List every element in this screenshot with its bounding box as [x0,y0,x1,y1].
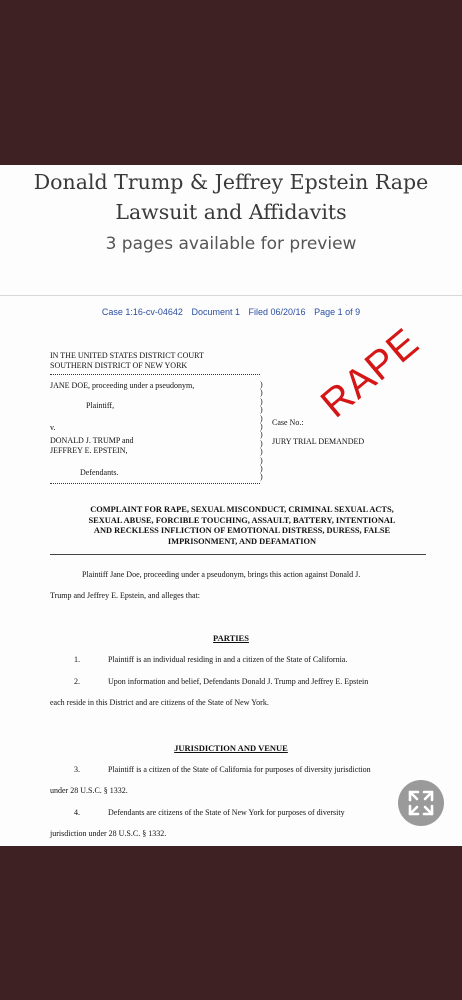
divider [0,295,462,296]
paragraph-1-number: 1. [74,655,80,664]
defendant-role: Defendants. [80,468,119,477]
document-title-line2: Lawsuit and Affidavits [115,200,347,224]
complaint-title [52,505,432,547]
paragraph-2-line1: Upon information and belief, Defendants Donald J. Trump and Jeffrey E. Epstein [108,677,369,686]
parties-heading: PARTIES [213,633,249,643]
complaint-title-line4: IMPRISONMENT, AND DEFAMATION [167,536,317,546]
court-name-line2: SOUTHERN DISTRICT OF NEW YORK [50,361,188,370]
complaint-title-line3: AND RECKLESS INFLICTION OF EMOTIONAL DISTRESS, DURESS, FALSE [93,526,391,535]
filed-date: Filed 06/20/16 [248,307,306,317]
top-background [0,0,462,165]
intro-line1: Plaintiff Jane Doe, proceeding under a pseudonym, brings this action against Donald J. [82,570,361,579]
paragraph-2-number: 2. [74,677,80,686]
caption-brackets: ) ) ) ) ) ) ) ) ) ) ) ) [260,380,263,482]
plaintiff-role: Plaintiff, [86,401,115,410]
rape-stamp: RAPE [312,319,428,427]
bottom-background [0,846,462,1000]
court-name-line1: IN THE UNITED STATES DISTRICT COURT [50,351,204,360]
paragraph-3-number: 3. [74,765,80,774]
paragraph-3-line2: under 28 U.S.C. § 1332. [50,786,128,795]
intro-line2: Trump and Jeffrey E. Epstein, and alleges that: [50,591,200,600]
preview-availability: 3 pages available for preview [105,234,357,254]
complaint-title-line1: COMPLAINT FOR RAPE, SEXUAL MISCONDUCT, CRIMINAL SEXUAL ACTS, [90,505,394,514]
case-no-label: Case No.: [272,418,304,427]
paragraph-1-text: Plaintiff is an individual residing in and a citizen of the State of California. [108,655,348,664]
expand-button[interactable] [398,780,444,826]
defendant-line2: JEFFREY E. EPSTEIN, [50,446,128,455]
document-title-line1: Donald Trump & Jeffrey Epstein Rape [33,170,429,194]
paragraph-4-line2: jurisdiction under 28 U.S.C. § 1332. [50,829,167,838]
caption-divider-bottom [50,483,260,484]
paragraph-3-line1: Plaintiff is a citizen of the State of California for purposes of diversity jurisdiction [108,765,371,774]
paragraph-2-line2: each reside in this District and are citizens of the State of New York. [50,698,269,707]
case-header [0,307,462,317]
defendant-line1: DONALD J. TRUMP and [50,436,134,445]
case-number: Case 1:16-cv-04642 [101,307,183,317]
jurisdiction-heading: JURISDICTION AND VENUE [174,743,288,753]
title-rule [50,554,426,555]
caption-divider-top [50,374,260,375]
document-preview [0,165,462,846]
complaint-title-line2: SEXUAL ABUSE, FORCIBLE TOUCHING, ASSAULT, BATTERY, INTENTIONAL [88,515,396,525]
versus: v. [50,423,56,432]
paragraph-4-number: 4. [74,808,80,817]
expand-arrows-icon [398,780,444,826]
document-number: Document 1 [191,307,240,317]
paragraph-4-line1: Defendants are citizens of the State of New York for purposes of diversity [108,808,345,817]
jury-trial-demanded: JURY TRIAL DEMANDED [272,437,365,446]
page-indicator: Page 1 of 9 [314,307,361,317]
plaintiff-name: JANE DOE, proceeding under a pseudonym, [50,381,195,390]
